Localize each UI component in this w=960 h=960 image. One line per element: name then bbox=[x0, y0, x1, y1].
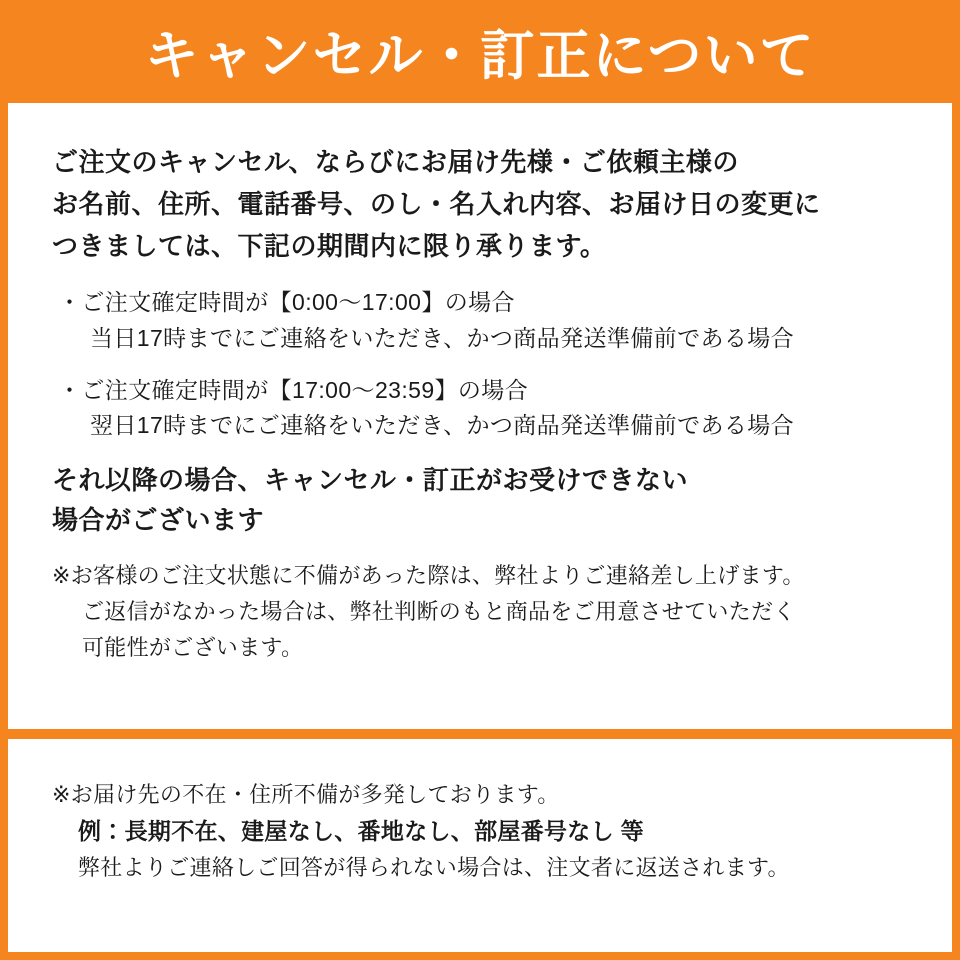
strong-line-2: 場合がございます bbox=[52, 505, 265, 536]
page-header bbox=[8, 8, 952, 103]
additional-note bbox=[52, 558, 908, 665]
page-title: キャンセル・訂正について bbox=[144, 25, 816, 86]
lead-line-1: ご注文のキャンセル、ならびにお届け先様・ご依頼主様の bbox=[52, 147, 739, 177]
footer-line-2: 例：長期不在、建屋なし、番地なし、部屋番号なし 等 bbox=[78, 817, 644, 844]
lead-line-3: つきましては、下記の期間内に限り承ります。 bbox=[52, 231, 607, 262]
main-panel bbox=[8, 103, 952, 729]
strong-notice bbox=[52, 460, 908, 541]
footer-line-3: 弊社よりご連絡しご回答が得られない場合は、注文者に返送されます。 bbox=[78, 854, 790, 880]
lead-paragraph bbox=[52, 141, 908, 267]
panel-divider bbox=[8, 729, 952, 739]
bullet-detail: 翌日17時までにご連絡をいただき、かつ商品発送準備前である場合 bbox=[90, 412, 795, 439]
bullet-title: ・ご注文確定時間が【0:00〜17:00】の場合 bbox=[58, 289, 515, 316]
note-line-2: ご返信がなかった場合は、弊社判断のもと商品をご用意させていただく bbox=[82, 599, 796, 625]
note-line-3: 可能性がございます。 bbox=[82, 634, 304, 660]
note-line-1: ※お客様のご注文状態に不備があった際は、弊社よりご連絡差し上げます。 bbox=[52, 563, 805, 589]
bullet-title: ・ご注文確定時間が【17:00〜23:59】の場合 bbox=[58, 376, 529, 403]
bullet-detail: 当日17時までにご連絡をいただき、かつ商品発送準備前である場合 bbox=[90, 324, 795, 351]
bullet-item bbox=[52, 373, 908, 444]
footer-panel bbox=[8, 739, 952, 952]
lead-line-2: お名前、住所、電話番号、のし・名入れ内容、お届け日の変更に bbox=[52, 189, 821, 220]
strong-line-1: それ以降の場合、キャンセル・訂正がお受けできない bbox=[52, 464, 689, 495]
bullet-item bbox=[52, 285, 908, 356]
footer-line-1: ※お届け先の不在・住所不備が多発しております。 bbox=[52, 782, 560, 807]
